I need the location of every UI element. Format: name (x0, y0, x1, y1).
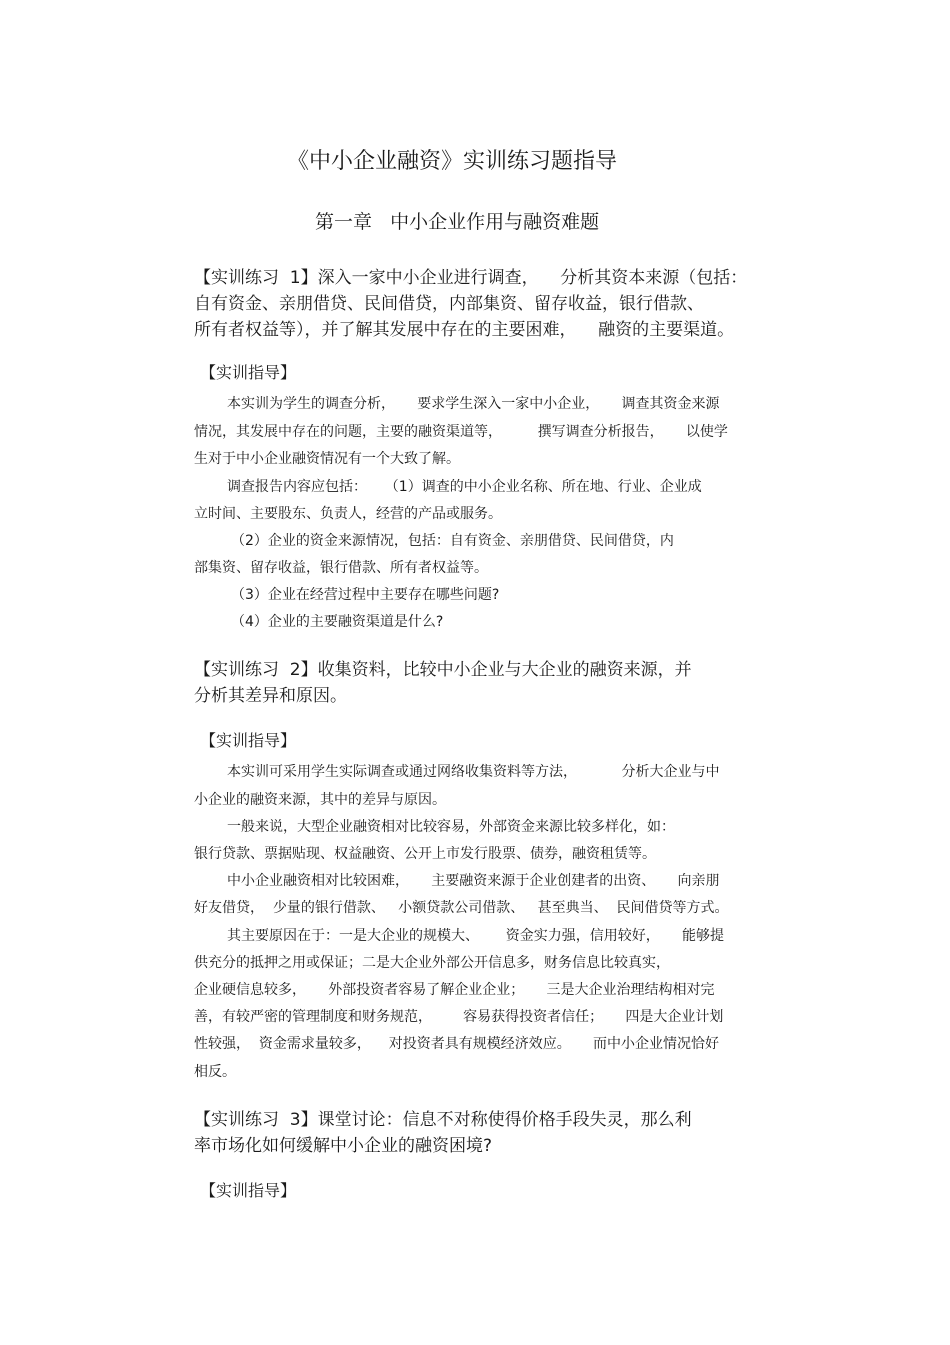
guide-2-text: 性较强， 资金需求量较多， 对投资者具有规模经济效应。 而中小企业情况恰好 (194, 1036, 719, 1052)
guide-2-text: 善，有较严密的管理制度和财务规范， 容易获得投资者信任； 四是大企业计划 (194, 1009, 724, 1025)
guide-1-text: 调查报告内容应包括： （1）调查的中小企业名称、所在地、行业、企业成 (227, 479, 702, 495)
guide-1-text: （2）企业的资金来源情况，包括：自有资金、亲朋借贷、民间借贷，内 (231, 533, 674, 549)
guide-2-text: 银行贷款、票据贴现、权益融资、公开上市发行股票、债券，融资租赁等。 (194, 846, 656, 862)
guide-2-text: 小企业的融资来源，其中的差异与原因。 (194, 792, 446, 808)
guide-2-text: 好友借贷， 少量的银行借款、 小额贷款公司借款、 甚至典当、 民间借贷等方式。 (194, 900, 729, 916)
guide-2-text: 相反。 (194, 1064, 236, 1080)
guide-2-text: 本实训可采用学生实际调查或通过网络收集资料等方法， 分析大企业与中 (227, 764, 720, 780)
guide-1-text: 部集资、留存收益，银行借款、所有者权益等。 (194, 560, 488, 576)
guide-2-text: 供充分的抵押之用或保证；二是大企业外部公开信息多，财务信息比较真实， (194, 955, 670, 971)
guide-2-heading: 【实训指导】 (200, 731, 297, 750)
guide-1-text: （3）企业在经营过程中主要存在哪些问题? (231, 587, 500, 603)
document-title: 《中小企业融资》实训练习题指导 (287, 149, 618, 174)
exercise-2-text: 【实训练习 2】收集资料，比较中小企业与大企业的融资来源，并 (194, 660, 692, 680)
exercise-1-text: 所有者权益等），并了解其发展中存在的主要困难， 融资的主要渠道。 (194, 320, 735, 340)
guide-1-heading: 【实训指导】 (200, 363, 297, 382)
exercise-3-text: 【实训练习 3】课堂讨论：信息不对称使得价格手段失灵，那么利 (194, 1110, 692, 1130)
guide-2-text: 其主要原因在于：一是大企业的规模大、 资金实力强，信用较好， 能够提 (227, 928, 724, 944)
guide-1-text: 生对于中小企业融资情况有一个大致了解。 (194, 451, 460, 467)
guide-2-text: 一般来说，大型企业融资相对比较容易，外部资金来源比较多样化，如： (227, 819, 675, 835)
exercise-1-text: 自有资金、亲朋借贷、民间借贷，内部集资、留存收益，银行借款、 (194, 294, 704, 314)
guide-2-text: 中小企业融资相对比较困难， 主要融资来源于企业创建者的出资、 向亲朋 (227, 873, 720, 889)
guide-1-text: 情况，其发展中存在的问题，主要的融资渠道等， 撰写调查分析报告， 以使学 (194, 424, 728, 440)
chapter-heading: 第一章 中小企业作用与融资难题 (315, 211, 600, 233)
guide-2-text: 企业硬信息较多， 外部投资者容易了解企业企业； 三是大企业治理结构相对完 (194, 982, 715, 998)
exercise-2-text: 分析其差异和原因。 (194, 686, 347, 706)
guide-1-text: （4）企业的主要融资渠道是什么? (231, 614, 444, 630)
guide-1-text: 立时间、主要股东、负责人，经营的产品或服务。 (194, 506, 502, 522)
guide-1-text: 本实训为学生的调查分析， 要求学生深入一家中小企业， 调查其资金来源 (227, 396, 720, 412)
exercise-3-text: 率市场化如何缓解中小企业的融资困境? (194, 1136, 493, 1156)
guide-3-heading: 【实训指导】 (200, 1181, 297, 1200)
exercise-1-text: 【实训练习 1】深入一家中小企业进行调查， 分析其资本来源（包括： (194, 268, 748, 288)
